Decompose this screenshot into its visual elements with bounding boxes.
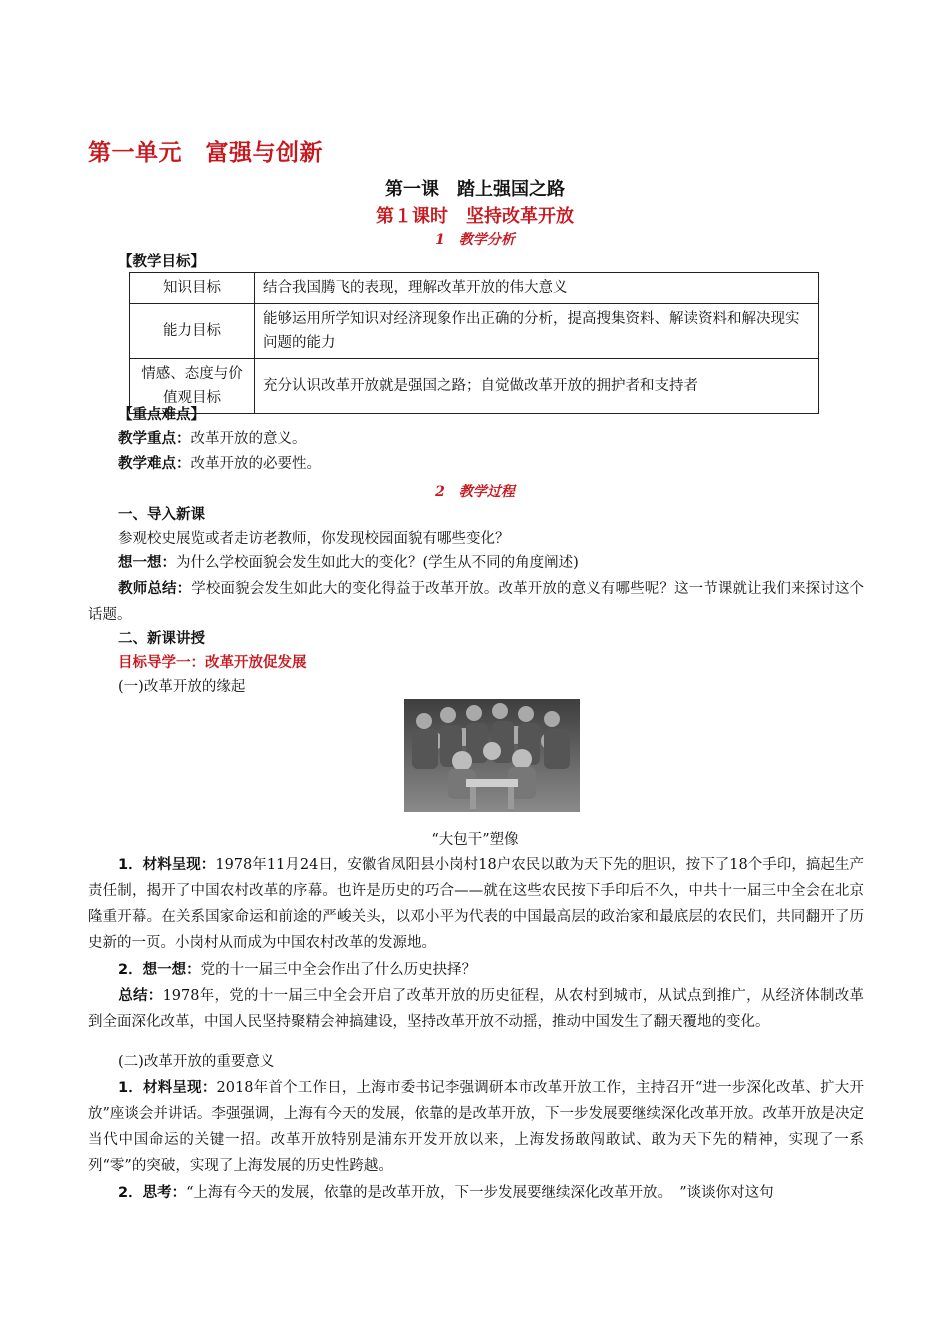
table-row bbox=[130, 359, 819, 414]
summary-label: 总结： bbox=[118, 988, 163, 1004]
key-points-heading: 【重点难点】 bbox=[118, 407, 205, 423]
material-label: 1．材料呈现： bbox=[118, 857, 216, 873]
sculpture-image bbox=[404, 699, 580, 812]
table-row bbox=[130, 304, 819, 359]
section-heading-process: 2 教学过程 bbox=[435, 484, 515, 500]
think-label: 想一想： bbox=[118, 555, 176, 571]
paragraph-material-2 bbox=[88, 1075, 864, 1179]
reflect-label: 2．思考： bbox=[118, 1185, 187, 1201]
think-text-2: 党的十一届三中全会作出了什么历史抉择？ bbox=[200, 962, 477, 978]
material-label-2: 1．材料呈现： bbox=[118, 1080, 217, 1096]
intro-heading: 一、导入新课 bbox=[118, 507, 205, 523]
section-heading-analysis: 1 教学分析 bbox=[435, 232, 515, 248]
paragraph-think bbox=[88, 957, 864, 983]
material-text-2: 2018年首个工作日，上海市委书记李强调研本市改革开放工作，主持召开“进一步深化改革、扩大开放”座谈会并讲话。李强强调，上海有今天的发展，依靠的是改革开放，下一步发展要继续深化改革开放。改革开放是决定当代中国命运的关键一招。改革开放特别是浦东开发开放以来，上海发扬敢闯敢试、敢为天下先的精神，实现了一系列“零”的突破，实现了上海发展的历史性跨越。 bbox=[88, 1080, 864, 1174]
goal-text: 能够运用所学知识对经济现象作出正确的分析，提高搜集资料、解读资料和解决现实问题的能力 bbox=[255, 304, 819, 359]
goals-table bbox=[129, 272, 819, 414]
material-text: 1978年11月24日，安徽省凤阳县小岗村18户农民以敢为天下先的胆识，按下了18个手印，搞起生产责任制，揭开了中国农村改革的序幕。也许是历史的巧合——就在这些农民按下手印后不久，中共十一届三中全会在北京隆重开幕。在关系国家命运和前途的严峻关头，以邓小平为代表的中国最高层的政治家和最底层的农民们，共同翻开了历史新的一页。小岗村从而成为中国农村改革的发源地。 bbox=[88, 857, 864, 951]
goal-text: 充分认识改革开放就是强国之路；自觉做改革开放的拥护者和支持者 bbox=[255, 359, 819, 414]
difficulty-text: 改革开放的必要性。 bbox=[190, 456, 321, 472]
paragraph-reflect bbox=[88, 1180, 864, 1206]
paragraph-material-1 bbox=[88, 852, 864, 956]
target-heading: 目标导学一：改革开放促发展 bbox=[118, 655, 307, 671]
intro-line: 参观校史展览或者走访老教师，你发现校园面貌有哪些变化？ bbox=[118, 531, 510, 547]
goal-label: 能力目标 bbox=[130, 304, 255, 359]
teacher-text: 学校面貌会发生如此大的变化得益于改革开放。改革开放的意义有哪些呢？这一节课就让我们来探讨这个话题。 bbox=[88, 581, 864, 623]
goal-label: 情感、态度与价值观目标 bbox=[130, 359, 255, 414]
goal-label: 知识目标 bbox=[130, 273, 255, 304]
difficulty-label: 教学难点： bbox=[118, 456, 191, 472]
key-point-text: 改革开放的意义。 bbox=[190, 431, 307, 447]
photo-caption: “大包干”塑像 bbox=[431, 832, 519, 848]
unit-title: 第一单元 富强与创新 bbox=[88, 140, 323, 166]
key-point-label: 教学重点： bbox=[118, 431, 191, 447]
period-title: 第１课时 坚持改革开放 bbox=[376, 206, 574, 227]
goals-heading: 【教学目标】 bbox=[118, 254, 205, 270]
think-text: 为什么学校面貌会发生如此大的变化？(学生从不同的角度阐述) bbox=[176, 555, 579, 571]
think-line bbox=[118, 551, 863, 575]
sculpture-photo bbox=[404, 699, 580, 812]
goal-text: 结合我国腾飞的表现，理解改革开放的伟大意义 bbox=[255, 273, 819, 304]
think-label-2: 2．想一想： bbox=[118, 962, 201, 978]
subsection-significance: (二)改革开放的重要意义 bbox=[118, 1054, 275, 1070]
summary-text: 1978年，党的十一届三中全会开启了改革开放的历史征程，从农村到城市，从试点到推广，从经济体制改革到全面深化改革，中国人民坚持聚精会神搞建设，坚持改革开放不动摇，推动中国发生了翻天覆地的变化。 bbox=[88, 988, 865, 1030]
lesson-title: 第一课 踏上强国之路 bbox=[385, 179, 565, 200]
new-lesson-heading: 二、新课讲授 bbox=[118, 631, 205, 647]
key-point-line bbox=[118, 427, 863, 451]
paragraph-summary bbox=[88, 983, 864, 1035]
subsection-origin: (一)改革开放的缘起 bbox=[118, 679, 246, 695]
difficulty-line bbox=[118, 452, 863, 476]
reflect-text: “上海有今天的发展，依靠的是改革开放，下一步发展要继续深化改革开放。 ”谈谈你对这句 bbox=[186, 1185, 774, 1201]
table-row bbox=[130, 273, 819, 304]
teacher-label: 教师总结： bbox=[118, 581, 192, 597]
teacher-summary bbox=[88, 576, 864, 628]
